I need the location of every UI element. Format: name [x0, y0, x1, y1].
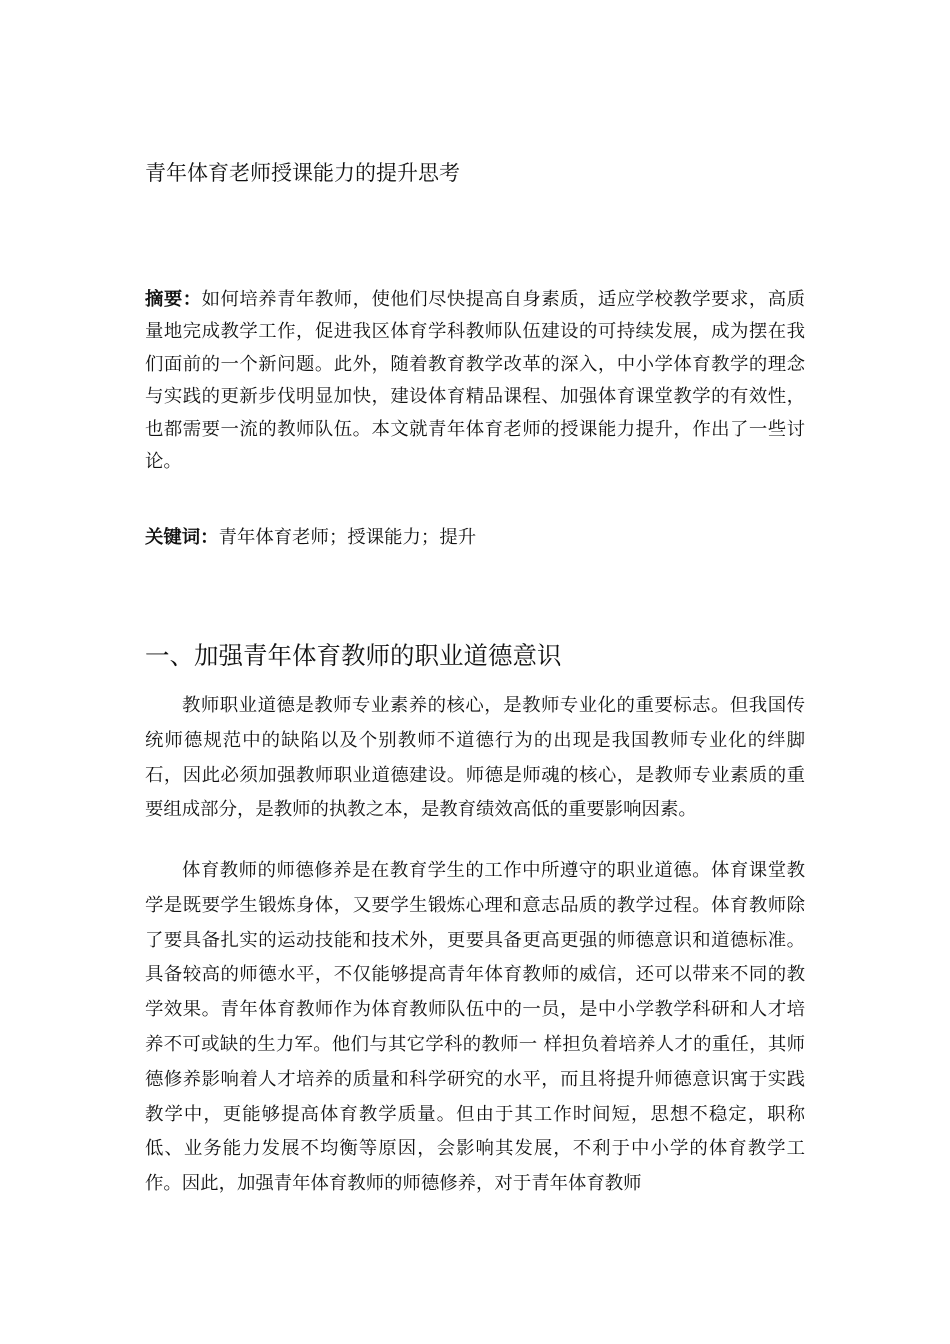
keyword-item: 提升 [439, 527, 477, 548]
section-paragraph: 教师职业道德是教师专业素养的核心，是教师专业化的重要标志。但我国传统师德规范中的缺陷以及个别教师不道德行为的出现是我国教师专业化的绊脚石，因此必须加强教师职业道德建设。师德是师魂的核心，是教师专业素质的重要组成部分，是教师的执教之本，是教育绩效高低的重要影响因素。 [145, 695, 805, 821]
abstract [145, 284, 805, 478]
abstract-label: 摘要： [145, 289, 202, 310]
abstract-text: 如何培养青年教师，使他们尽快提高自身素质，适应学校教学要求，高质量地完成教学工作，促进我区体育学科教师队伍建设的可持续发展，成为摆在我们面前的一个新问题。此外，随着教育教学改革的深入，中小学体育教学的理念与实践的更新步伐明显加快，建设体育精品课程、加强体育课堂教学的有效性，也都需要一流的教师队伍。本文就青年体育老师的授课能力提升，作出了一些讨论。 [145, 289, 805, 473]
keywords-label: 关键词： [145, 527, 219, 548]
section-heading: 一、加强青年体育教师的职业道德意识 [145, 641, 562, 670]
keyword-item: 授课能力 [347, 527, 421, 548]
keywords [145, 522, 805, 554]
keyword-separator: ； [420, 527, 440, 548]
keyword-separator: ； [328, 527, 348, 548]
keyword-item: 青年体育老师 [218, 527, 329, 548]
document-title: 青年体育老师授课能力的提升思考 [145, 161, 460, 185]
section-paragraph: 体育教师的师德修养是在教育学生的工作中所遵守的职业道德。体育课堂教学是既要学生锻炼身体，又要学生锻炼心理和意志品质的教学过程。体育教师除了要具备扎实的运动技能和技术外，更要具备更高更强的师德意识和道德标准。具备较高的师德水平，不仅能够提高青年体育教师的威信，还可以带来不同的教学效果。青年体育教师作为体育教师队伍中的一员，是中小学教学科研和人才培养不可或缺的生力军。他们与其它学科的教师一 样担负着培养人才的重任，其师德修养影响着人才培养的质量和科学研究的水平，而且将提升师德意识寓于实践教学中，更能够提高体育教学质量。但由于其工作时间短，思想不稳定，职称低、业务能力发展不均衡等原因，会影响其发展，不利于中小学的体育教学工作。因此，加强青年体育教师的师德修养，对于青年体育教师 [145, 860, 805, 1195]
